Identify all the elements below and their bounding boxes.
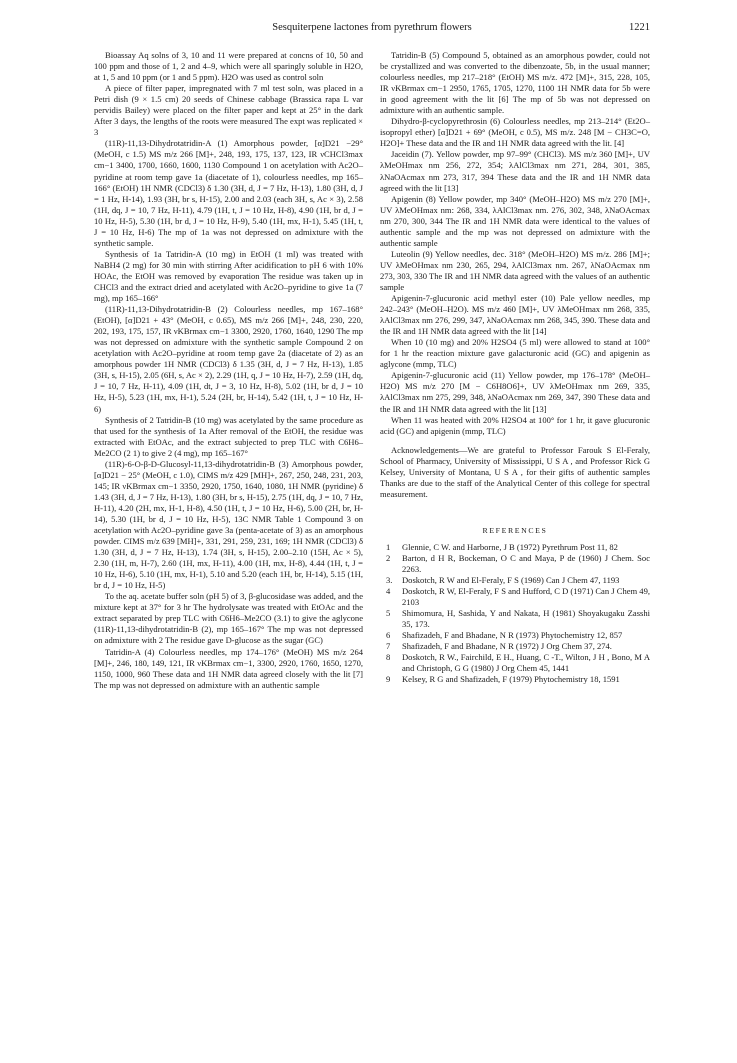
acknowledgements: Acknowledgements—We are grateful to Professor Farouk S El-Feraly, School of Pharmacy, University of Mississippi, U S A , and Professor Rick G Kelsey, University of Montana, U S A , for their gifts of authentic samples Thanks are due to the staff of the Analytical Center of this college for spectral measurement. xyxy=(380,444,650,499)
synthesis-2-paragraph: Synthesis of 2 Tatridin-B (10 mg) was acetylated by the same procedure as that used for the synthesis of 1a After removal of the EtOH, the residue was extracted with EtOAc, and the extract subjected to prep TLC with C6H6–Me2CO (2 1) to give 2 (4 mg), mp 165–167° xyxy=(94,414,363,458)
reference-item xyxy=(380,542,650,553)
reference-number: 1 xyxy=(386,541,391,552)
right-column xyxy=(380,50,650,686)
compound-11-paragraph: Apigenin-7-glucuronic acid (11) Yellow powder, mp 176–178° (MeOH–H2O) MS m/z 270 [M − C6H8O6]+, UV λMeOHmax nm 269, 335, λAlCl3max nm 275, 299, 348, λNaOAcmax nm 269, 347, 390 These data and the IR and 1H NMR data agreed with the lit [13] xyxy=(380,370,650,414)
reference-text: Shafizadeh, F and Bhadane, N R (1972) J Org Chem 37, 274. xyxy=(402,641,612,652)
compound-5-paragraph: Tatridin-B (5) Compound 5, obtained as an amorphous powder, could not be crystallized and was converted to the dibenzoate, 5b, in the usual manner; colourless needles, mp 217–218° (EtOH) MS m/z. 472 [M]+, 315, 228, 105, IR νKBrmax cm−1 2950, 1765, 1705, 1270, 1100 1H NMR data for 5b were in good agreement with the lit [6] The mp of 5b was not depressed on admixture with an authentic sample. xyxy=(380,50,650,116)
reference-number: 4 xyxy=(386,586,391,597)
page-number: 1221 xyxy=(629,22,650,33)
reference-item xyxy=(380,652,650,674)
reference-text: Doskotch, R W and El-Feraly, F S (1969) Can J Chem 47, 1193 xyxy=(402,575,620,586)
page-header xyxy=(94,22,650,36)
compound-4-paragraph: Tatridin-A (4) Colourless needles, mp 174–176° (MeOH) MS m/z 264 [M]+, 246, 180, 149, 121, IR νKBrmax cm−1, 3300, 2920, 1760, 1650, 1270, 1150, 1000, 960 These data and 1H NMR data agreed closely with the lit [7] The mp was not depressed on admixture with an authentic sample xyxy=(94,646,363,690)
running-title: Sesquiterpene lactones from pyrethrum flowers xyxy=(272,22,472,33)
reference-item xyxy=(380,630,650,641)
reference-number: 5 xyxy=(386,608,391,619)
reference-item xyxy=(380,553,650,575)
reference-number: 9 xyxy=(386,674,391,685)
reference-item xyxy=(380,641,650,652)
compound-11-hydrolysis-paragraph: When 11 was heated with 20% H2SO4 at 100° for 1 hr, it gave glucuronic acid (GC) and apigenin (mmp, TLC) xyxy=(380,414,650,436)
compound-9-paragraph: Luteolin (9) Yellow needles, dec. 318° (MeOH–H2O) MS m/z. 286 [M]+; UV λMeOHmax nm 230, 265, 294, λAlCl3max nm. 267, λNaOAcmax nm 273, 303, 330 The IR and 1H NMR data agreed with the values of an authentic sample xyxy=(380,248,650,292)
compound-8-paragraph: Apigenin (8) Yellow powder, mp 340° (MeOH–H2O) MS m/z 270 [M]+, UV λMeOHmax nm: 268, 334, λAlCl3max nm. 276, 302, 348, λNaOAcmax nm 270, 300, 344 The IR and 1H NMR data were identical to the values of authentic sample and the mp was not depressed on admixture with the authentic sample xyxy=(380,193,650,248)
reference-text: Barton, d H R, Bockeman, O C and Maya, P de (1960) J Chem. Soc 2263. xyxy=(402,552,650,575)
reference-item xyxy=(380,575,650,586)
reference-number: 6 xyxy=(386,630,391,641)
references-heading: REFERENCES xyxy=(482,525,548,535)
compound-6-paragraph: Dihydro-β-cyclopyrethrosin (6) Colourless needles, mp 213–214° (Et2O–isopropyl ether) [α]D21 + 69° (MeOH, c 0.5), MS m/z. 248 [M − CH3C=O, H2O]+ These data and the IR and 1H NMR data agreed with the lit. [4] xyxy=(380,116,650,149)
reference-text: Doskotch, R W., Fairchild, E H., Huang, C -T., Wilton, J H , Bono, M A and Christoph, G G (1980) J Org Chem 45, 1441 xyxy=(402,652,650,674)
hydrolysis-paragraph: To the aq. acetate buffer soln (pH 5) of 3, β-glucosidase was added, and the mixture kept at 37° for 3 hr The hydrolysate was treated with EtOAc and the extract separated by prep TLC with C6H6–Me2CO (3.1) to give the aglycone (11R)-11,13-dihydrotatridin-B (2), mp 165–167° The mp was not depressed on admixture with 2 The residue gave D-glucose as the sugar (GC) xyxy=(94,591,363,646)
synthesis-1a-paragraph: Synthesis of 1a Tatridin-A (10 mg) in EtOH (1 ml) was treated with NaBH4 (2 mg) for 30 min with stirring After acidification to pH 6 with 10% HOAc, the EtOH was removed by evaporation The residue was taken up in CHCl3 and the extract dried and acetylated with Ac2O–pyridine to give 1a (7 mg), mp 165–166° xyxy=(94,248,363,304)
compound-10-paragraph: Apigenin-7-glucuronic acid methyl ester (10) Pale yellow needles, mp 242–243° (MeOH–H2O). MS m/z 460 [M]+, UV λMeOHmax nm 268, 335, λAlCl3max nm 276, 299, 347, λNaOAcmax nm 268, 345, 390. These data and the IR and 1H NMR data agreed with the lit [14] xyxy=(380,293,650,337)
reference-text: Shafizadeh, F and Bhadane, N R (1973) Phytochemistry 12, 857 xyxy=(402,630,623,641)
reference-number: 7 xyxy=(386,641,391,652)
reference-number: 2 xyxy=(386,552,391,563)
compound-3-paragraph: (11R)-6-O-β-D-Glucosyl-11,13-dihydrotatridin-B (3) Amorphous powder, [α]D21 − 25° (MeOH, c 1.0), CIMS m/z 429 [MH]+, 267, 250, 248, 231, 203, 145; IR νKBrmax cm−1 3350, 2920, 1750, 1640, 1080, 1H NMR (pyridine) δ 1.43 (3H, d, J = 7 Hz, H-13), 1.80 (3H, br s, H-15), 2.75 (1H, dq, J = 10, 7 Hz, H-11), 4.20 (2H, mx, H-1, H-8), 4.50 (1H, t, J = 10 Hz, H-6), 5.00 (2H, br, H-14), 5.30 (1H, br d, J = 10 Hz, H-5), 13C NMR Table 1 Compound 3 on acetylation with Ac2O–pyridine gave 3a (penta-acetate of 3) as an amorphous powder. CIMS m/z 639 [MH]+, 331, 291, 259, 231, 169; 1H NMR (CDCl3) δ 1.30 (3H, d, J = 7 Hz, H-13), 1.74 (3H, s, H-15), 2.00–2.10 (15H, Ac × 5), 2.30 (1H, m, H-7), 2.60 (1H, mx, H-11), 4.00 (1H, mx, H-8), 4.44 (1H, t, J = 10 Hz, H-6), 5.10 (1H, mx, H-1), 5.10 and 5.20 (each 1H, br, H-14), 5.15 (1H, br d, J = 10 Hz, H-5) xyxy=(94,458,363,591)
references-list xyxy=(380,542,650,686)
reference-number: 3. xyxy=(386,575,393,586)
bioassay-method-paragraph: A piece of filter paper, impregnated with 7 ml test soln, was placed in a Petri dish (9 × 1.5 cm) 20 seeds of Chinese cabbage (Brassica rapa L var pervidis Bailey) were placed on the filter paper and kept at 25° in the dark After 3 days, the lengths of the roots were measured The expt was replicated × 3 xyxy=(94,83,363,138)
reference-number: 8 xyxy=(386,652,391,663)
compound-7-paragraph: Jaceidin (7). Yellow powder, mp 97–99° (CHCl3). MS m/z 360 [M]+, UV λMeOHmax nm 256, 272, 354; λAlCl3max nm 271, 284, 301, 385, λNaOAcmax nm 273, 317, 394 These data and the IR and 1H NMR data agreed with the lit [13] xyxy=(380,149,650,193)
reference-text: Doskotch, R W, El-Feraly, F S and Hufford, C D (1971) Can J Chem 49, 2103 xyxy=(402,586,650,608)
bioassay-paragraph: Bioassay Aq solns of 3, 10 and 11 were prepared at concns of 10, 50 and 100 ppm and those of 1, 2 and 4–9, which were all sparingly soluble in H2O, at 1, 5 and 10 ppm (or 1 and 5 ppm). H2O was used as control soln xyxy=(94,50,363,83)
left-column xyxy=(94,50,363,691)
reference-text: Glennie, C W. and Harborne, J B (1972) Pyrethrum Post 11, 82 xyxy=(402,541,618,552)
compound-2-paragraph: (11R)-11,13-Dihydrotatridin-B (2) Colourless needles, mp 167–168° (EtOH), [α]D21 + 43° (MeOH, c 0.65), MS m/z 266 [M]+, 248, 230, 220, 202, 193, 175, 157, IR νKBrmax cm−1 3300, 2920, 1760, 1640, 1290 The mp was not depressed on admixture with the synthetic sample Compound 2 on acetylation with Ac2O–pyridine at room temp gave 2a (diacetate of 2) as an amorphous powder 1H NMR (CDCl3) δ 1.35 (3H, d, J = 7 Hz, H-13), 1.85 (3H, s, H-15), 2.05 (6H, s, Ac × 2), 2.29 (1H, q, J = 10 Hz, H-7), 2.59 (1H, dq, J = 10, 7 Hz, H-11), 4.09 (1H, dt, J = 3, 10 Hz, H-8), 5.02 (1H, br d, J = 10 Hz, H-5), 5.23 (1H, mx, H-1), 5.24 (2H, br, H-14), 5.42 (1H, t, J = 10 Hz, H-6) xyxy=(94,304,363,414)
reference-text: Kelsey, R G and Shafizadeh, F (1979) Phytochemistry 18, 1591 xyxy=(402,674,620,685)
compound-10-hydrolysis-paragraph: When 10 (10 mg) and 20% H2SO4 (5 ml) were allowed to stand at 100° for 1 hr the reaction mixture gave galacturonic acid (GC) and apigenin as aglycone (mmp, TLC) xyxy=(380,337,650,370)
reference-text: Shimomura, H, Sashida, Y and Nakata, H (1981) Shoyakugaku Zasshi 35, 173. xyxy=(402,608,650,630)
compound-1-paragraph: (11R)-11,13-Dihydrotatridin-A (1) Amorphous powder, [α]D21 −29° (MeOH, c 1.5) MS m/z 266 [M]+, 248, 193, 175, 137, 123, IR νCHCl3max cm−1 3400, 1700, 1660, 1600, 1130 Compound 1 on acetylation with Ac2O–pyridine at room temp gave 1a (diacetate of 1), colourless needles, mp 165–166° (EtOH) 1H NMR (CDCl3) δ 1.30 (3H, d, J = 7 Hz, H-13), 1.80 (3H, d, J = 1 Hz, H-14), 1.93 (3H, br s, H-15), 2.00 and 2.03 (each 3H, s, Ac × 3), 2.58 (1H, dq, J = 10, 7 Hz, H-11), 4.79 (1H, t, J = 10 Hz, H-8), 4.90 (1H, br d, J = 10 Hz, H-5), 5.30 (1H, br d, J = 10 Hz, H-9), 5.40 (1H, mx, H-1), 5.45 (1H, t, J = 10 Hz, H-6) The mp of 1a was not depressed on admixture with the synthetic sample. xyxy=(94,138,363,248)
reference-item xyxy=(380,586,650,608)
reference-item xyxy=(380,674,650,685)
reference-item xyxy=(380,608,650,630)
